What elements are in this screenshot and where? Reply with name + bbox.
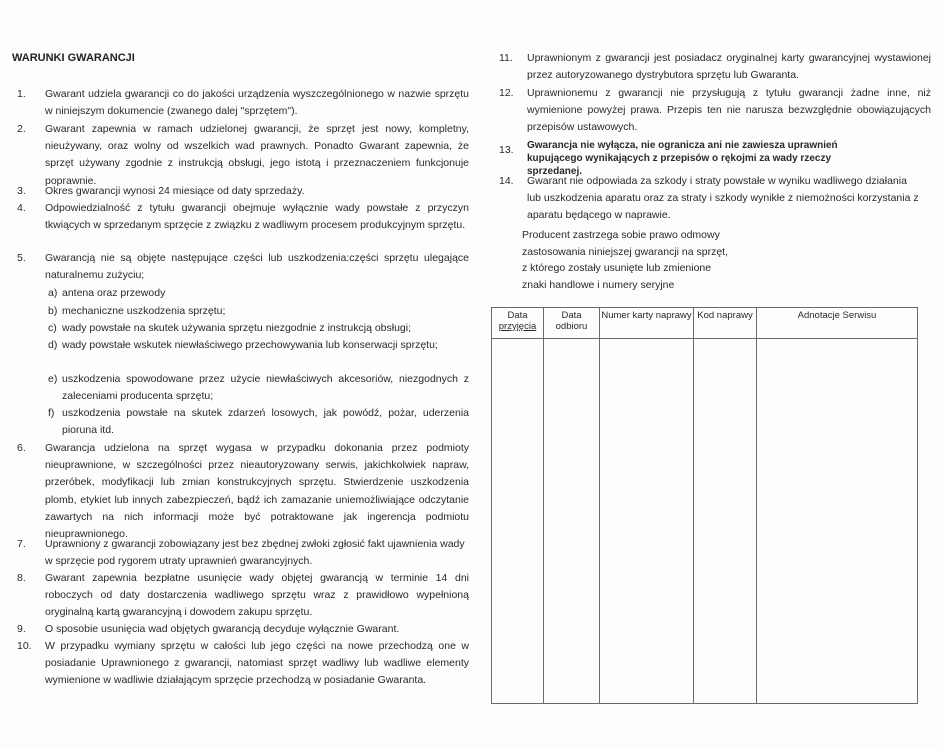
sub-item-letter: a) [48, 287, 58, 299]
clause-text: W przypadku wymiany sprzętu w całości lub jego części na nowe przechodzą one w posiadanie Uprawnionego z gwarancji, natomiast sprzęt wadliwy lub wadliwe elementy wymienione w wadliwie działającym sprzęcie przechodzą w posiadanie Gwaranta. [45, 640, 469, 687]
sub-item-a [48, 285, 469, 302]
producer-note [522, 227, 728, 293]
clause-4 [17, 200, 469, 234]
sub-item-letter: e) [48, 373, 58, 385]
header-repair-card-number: Numer karty naprawy [600, 308, 694, 339]
clause-7 [17, 536, 469, 570]
clause-6 [17, 440, 469, 543]
clause-2 [17, 121, 469, 190]
sub-item-text: wady powstałe na skutek używania sprzętu niezgodnie z instrukcją obsługi; [62, 322, 412, 334]
clause-11 [499, 50, 931, 84]
cell-repair-card-number[interactable] [600, 339, 694, 704]
clause-text: Gwarant zapewnia bezpłatne usunięcie wady objętej gwarancją w terminie 14 dni roboczych od daty dostarczenia wadliwego sprzętu wraz z prawidłowo wypełnioną oryginalną kartą gwarancyjną i dowodem zakupu sprzętu. [45, 572, 469, 619]
clause-text: Gwarancja udzielona na sprzęt wygasa w przypadku dokonania przez podmioty nieuprawnione, w szczególności przez nieautoryzowany serwis, jakichkolwiek napraw, przeróbek, modyfikacji lub zmian konstrukcyjnych sprzętu. Stwierdzenie uszkodzenia plomb, etykiet lub innych zabezpieczeń, bądź ich zamazanie uniemożliwiające odczytanie zawartych na nich informacji może być potraktowane jak ingerencja podmiotu nieuprawnionego. [45, 442, 469, 541]
clause-number: 14. [499, 175, 514, 187]
clause-text: Gwarant nie odpowiada za szkody i straty powstałe w wyniku wadliwego działania lub uszkodzenia aparatu oraz za straty i szkody wynikłe z niemożności korzystania z aparatu będącego w naprawie. [527, 175, 919, 222]
clause-number: 13. [499, 144, 514, 156]
sub-item-text: antena oraz przewody [62, 287, 166, 299]
header-repair-code: Kod naprawy [694, 308, 757, 339]
sub-item-d [48, 337, 469, 354]
clause-12 [499, 85, 931, 137]
clause-text: Odpowiedzialność z tytułu gwarancji obejmuje wyłącznie wady powstałe z przyczyn tkwiących w sprzedanym sprzęcie z związku z wadliwym procesem produkcyjnym sprzętu. [45, 202, 469, 232]
clause-number: 6. [17, 442, 26, 454]
clause-9 [17, 621, 469, 638]
clause-1 [17, 86, 469, 120]
sub-item-letter: c) [48, 322, 57, 334]
note-line: Producent zastrzega sobie prawo odmowy [522, 229, 720, 241]
clause-number: 4. [17, 202, 26, 214]
clause-text: Okres gwarancji wynosi 24 miesiące od daty sprzedaży. [45, 185, 305, 197]
cell-repair-code[interactable] [694, 339, 757, 704]
clause-3 [17, 183, 469, 200]
sub-item-c [48, 320, 469, 337]
clause-number: 12. [499, 87, 514, 99]
clause-text: Gwarant udziela gwarancji co do jakości urządzenia wyszczególnionego w nazwie sprzętu w niniejszym dokumencie (zwanego dalej "sprzętem"). [45, 88, 469, 118]
clause-number: 1. [17, 88, 26, 100]
clause-number: 3. [17, 185, 26, 197]
note-line: znaki handlowe i numery seryjne [522, 278, 675, 291]
clause-14 [499, 173, 931, 225]
note-line: zastosowania niniejszej gwarancji na sprzęt, [522, 245, 729, 258]
sub-item-b [48, 303, 469, 320]
sub-item-f [48, 405, 469, 439]
sub-item-text: uszkodzenia spowodowane przez użycie niewłaściwych akcesoriów, niezgodnych z zaleceniami producenta sprzętu; [62, 373, 469, 403]
sub-item-letter: f) [48, 407, 55, 419]
table-header-row [492, 308, 918, 339]
cell-service-notes[interactable] [757, 339, 918, 704]
sub-item-text: wady powstałe wskutek niewłaściwego przechowywania lub konserwacji sprzętu; [62, 339, 438, 351]
clause-10 [17, 638, 469, 690]
cell-date-collected[interactable] [544, 339, 600, 704]
document-title: WARUNKI GWARANCJI [12, 52, 135, 64]
clause-number: 11. [499, 52, 513, 64]
note-line: z którego zostały usunięte lub zmienione [522, 262, 712, 274]
clause-text: Gwarancja nie wyłącza, nie ogranicza ani nie zawiesza uprawnień kupującego wynikających z przepisów o rękojmi za wady rzeczy sprzedanej. [527, 140, 838, 177]
service-record-table [491, 307, 918, 704]
clause-number: 7. [17, 538, 26, 550]
clause-number: 8. [17, 572, 26, 584]
sub-item-text: uszkodzenia powstałe na skutek zdarzeń losowych, jak powódź, pożar, uderzenia pioruna itd. [62, 407, 469, 437]
cell-date-received[interactable] [492, 339, 544, 704]
table-row [492, 339, 918, 704]
clause-text: Gwarant zapewnia w ramach udzielonej gwarancji, że sprzęt jest nowy, kompletny, nieużywany, oraz wolny od wszelkich wad prawnych. Ponadto Gwarant zapewnia, że sprzęt używany zgodnie z instrukcją obsługi, jego istotą i przeznaczeniem funkcjonuje poprawnie. [45, 123, 469, 187]
sub-item-letter: d) [48, 339, 58, 351]
clause-number: 9. [17, 623, 26, 635]
clause-number: 5. [17, 252, 26, 264]
clause-number: 2. [17, 123, 26, 135]
clause-text: Gwarancją nie są objęte następujące części lub uszkodzenia:części sprzętu ulegające naturalnemu zużyciu; [45, 252, 469, 282]
clause-text: Uprawnionemu z gwarancji nie przysługują z tytułu gwarancji żadne inne, niż wymienione powyżej prawa. Przepis ten nie narusza bezwzględnie obowiązujących przepisów ustawowych. [527, 87, 931, 134]
clause-text: Uprawniony z gwarancji zobowiązany jest bez zbędnej zwłoki zgłosić fakt ujawnienia wady w sprzęcie pod rygorem utraty uprawnień gwarancyjnych. [45, 538, 465, 568]
clause-text: O sposobie usunięcia wad objętych gwarancją decyduje wyłącznie Gwarant. [45, 623, 400, 635]
header-service-notes: Adnotacje Serwisu [757, 308, 918, 339]
sub-item-letter: b) [48, 305, 58, 317]
clause-5 [17, 250, 469, 284]
sub-item-text: mechaniczne uszkodzenia sprzętu; [62, 305, 226, 317]
clause-number: 10. [17, 640, 32, 652]
header-date-received: Data przyjęcia [492, 308, 544, 339]
sub-item-e [48, 371, 469, 405]
clause-8 [17, 570, 469, 622]
header-date-collected: Data odbioru [544, 308, 600, 339]
clause-text: Uprawnionym z gwarancji jest posiadacz oryginalnej karty gwarancyjnej wystawionej przez autoryzowanego dystrybutora sprzętu lub Gwaranta. [527, 52, 931, 82]
